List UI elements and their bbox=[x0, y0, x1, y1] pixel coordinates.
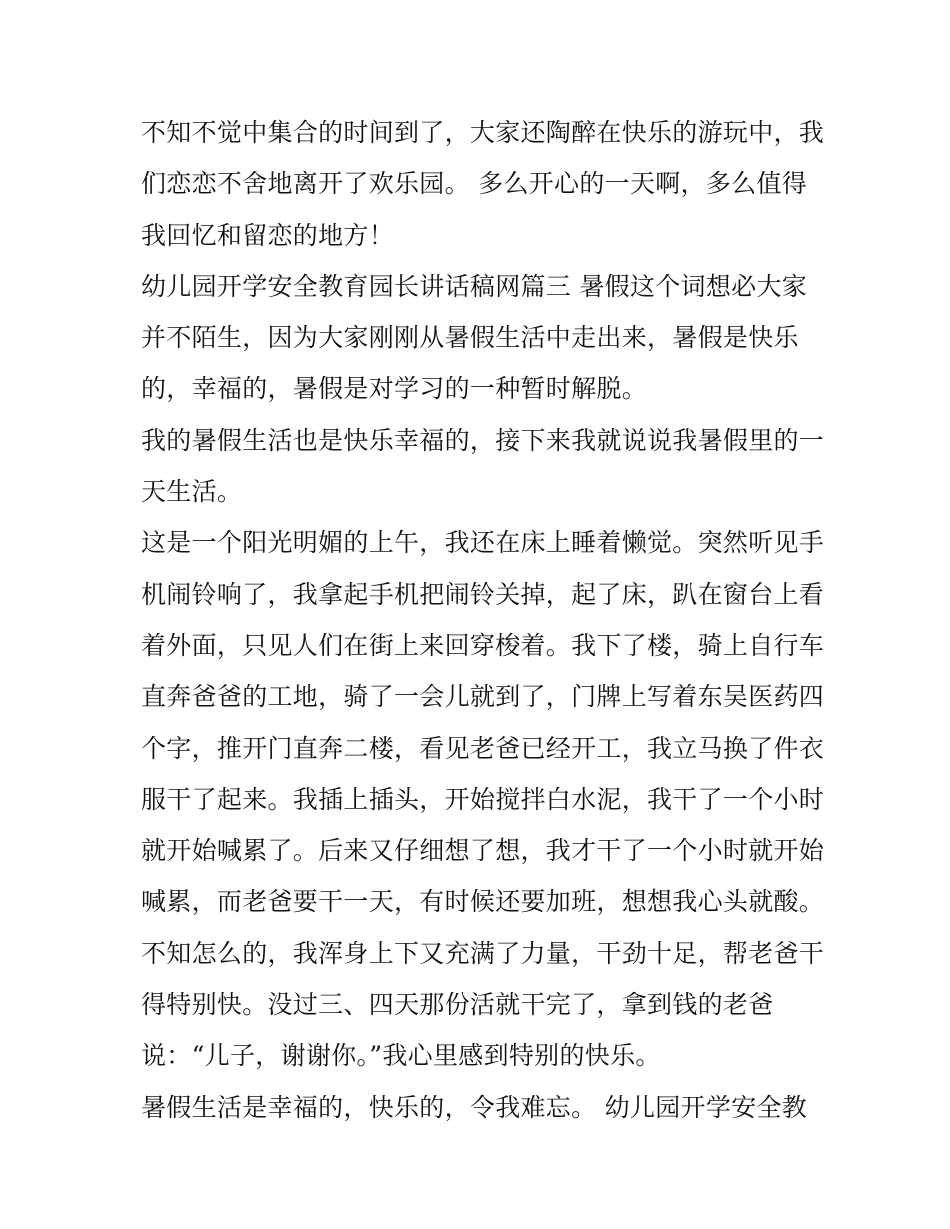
text-line: 得特别快。没过三、四天那份活就干完了，拿到钱的老爸 bbox=[141, 990, 774, 1020]
text-line: 不知怎么的，我浑身上下又充满了力量，干劲十足，帮老爸干 bbox=[141, 938, 825, 968]
text-line: 我的暑假生活也是快乐幸福的，接下来我就说说我暑假里的一 bbox=[141, 425, 825, 455]
text-line: 直奔爸爸的工地，骑了一会儿就到了，门牌上写着东吴医药四 bbox=[141, 682, 825, 712]
text-line: 服干了起来。我插上插头，开始搅拌白水泥，我干了一个小时 bbox=[141, 784, 825, 814]
text-line: 就开始喊累了。后来又仔细想了想，我才干了一个小时就开始 bbox=[141, 836, 825, 866]
text-line: 说：“儿子，谢谢你。”我心里感到特别的快乐。 bbox=[141, 1041, 661, 1071]
text-line: 机闹铃响了，我拿起手机把闹铃关掉，起了床，趴在窗台上看 bbox=[141, 579, 825, 609]
text-line: 们恋恋不舍地离开了欢乐园。 多么开心的一天啊，多么值得 bbox=[141, 169, 808, 199]
text-line: 并不陌生，因为大家刚刚从暑假生活中走出来，暑假是快乐 bbox=[141, 323, 799, 353]
text-line: 着外面，只见人们在街上来回穿梭着。我下了楼，骑上自行车 bbox=[141, 630, 825, 660]
text-line: 喊累，而老爸要干一天，有时候还要加班，想想我心头就酸。 bbox=[141, 887, 825, 917]
body-text bbox=[141, 107, 825, 1133]
text-line: 的，幸福的，暑假是对学习的一种暂时解脱。 bbox=[141, 374, 648, 404]
text-line: 个字，推开门直奔二楼，看见老爸已经开工，我立马换了件衣 bbox=[141, 733, 825, 763]
text-line: 幼儿园开学安全教育园长讲话稿网篇三 暑假这个词想必大家 bbox=[141, 271, 808, 301]
text-line: 天生活。 bbox=[141, 477, 243, 507]
text-line: 我回忆和留恋的地方！ bbox=[141, 220, 395, 250]
text-line: 这是一个阳光明媚的上午，我还在床上睡着懒觉。突然听见手 bbox=[141, 528, 825, 558]
text-line: 暑假生活是幸福的，快乐的，令我难忘。 幼儿园开学安全教 bbox=[141, 1092, 808, 1122]
text-line: 不知不觉中集合的时间到了，大家还陶醉在快乐的游玩中，我 bbox=[141, 118, 825, 147]
